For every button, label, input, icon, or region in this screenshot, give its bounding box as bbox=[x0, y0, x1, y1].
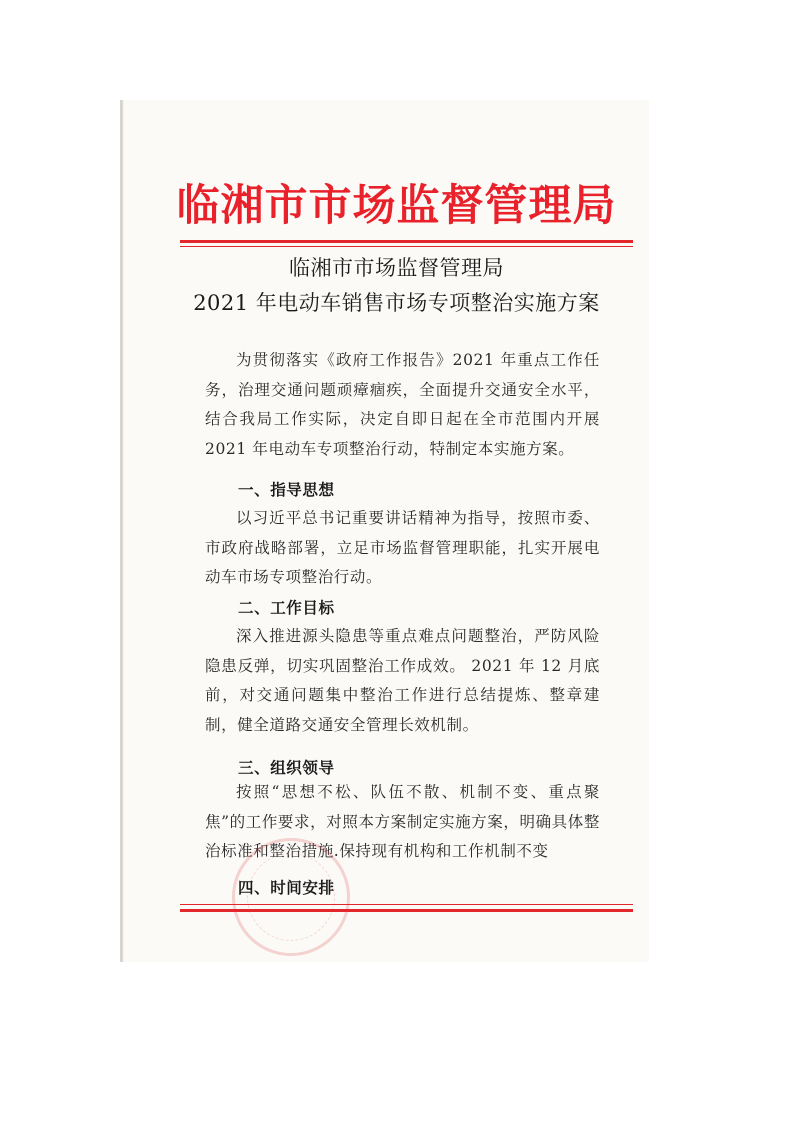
intro-paragraph: 为贯彻落实《政府工作报告》2021 年重点工作任务，治理交通问题顽瘴痼疾，全面提升交通安全水平，结合我局工作实际，决定自即日起在全市范围内开展 2021 年电动车专项整治行动，特制定本实施方案。 bbox=[205, 351, 600, 458]
section-heading-schedule: 四、时间安排 bbox=[238, 879, 335, 897]
section-body-work-goals: 深入推进源头隐患等重点难点问题整治，严防风险隐患反弹，切实巩固整治工作成效。 2021 年 12 月底前，对交通问题集中整治工作进行总结提炼、整章建制，健全道路交通安全管理长效机制。 bbox=[205, 627, 600, 734]
section-body-organization: 按照“思想不松、队伍不散、机制不变、重点聚焦”的工作要求，对照本方案制定实施方案，明确具体整治标准和整治措施.保持现有机构和工作机制不变 bbox=[205, 783, 600, 860]
issuer-masthead: 临湘市市场监督管理局 bbox=[176, 181, 617, 231]
document-title-line-1: 临湘市市场监督管理局 bbox=[289, 256, 504, 280]
section-heading-work-goals: 二、工作目标 bbox=[238, 599, 335, 617]
section-body-guiding-ideology: 以习近平总书记重要讲话精神为指导，按照市委、市政府战略部署，立足市场监督管理职能，扎实开展电动车市场专项整治行动。 bbox=[205, 509, 600, 586]
masthead-rule-thick bbox=[180, 240, 633, 243]
section-heading-guiding-ideology: 一、指导思想 bbox=[238, 481, 335, 499]
footer-rule-thin bbox=[180, 904, 633, 905]
document-title-line-2: 2021 年电动车销售市场专项整治实施方案 bbox=[193, 291, 600, 315]
section-heading-organization: 三、组织领导 bbox=[238, 759, 335, 777]
footer-rule-thick bbox=[180, 909, 633, 912]
masthead-rule-thin bbox=[180, 246, 633, 247]
